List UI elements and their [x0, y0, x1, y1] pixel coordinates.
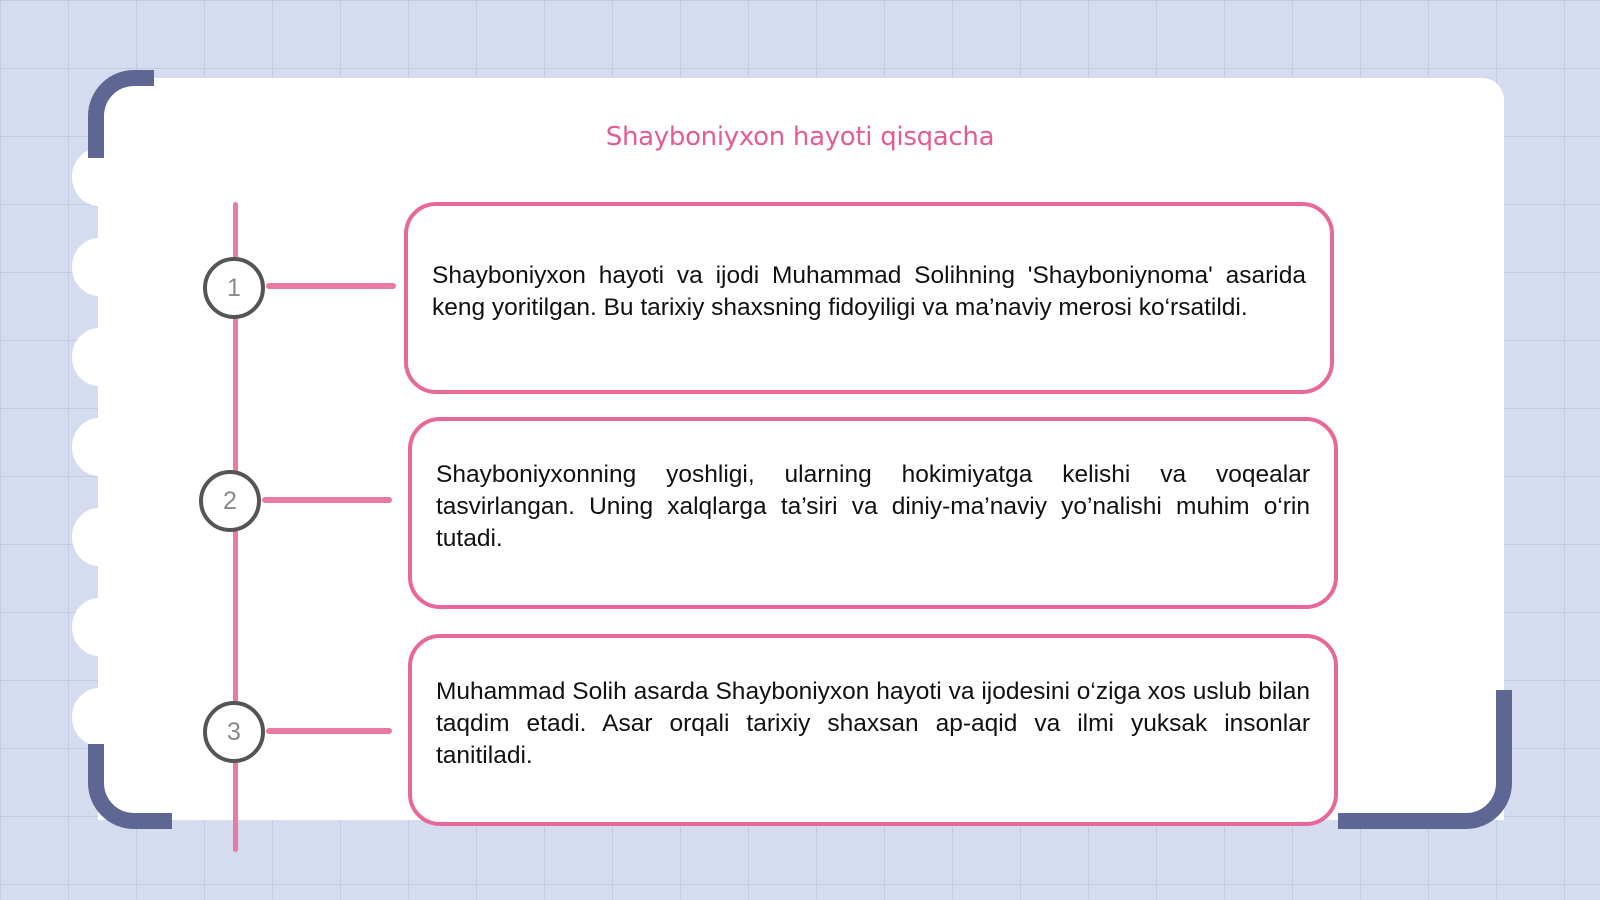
slide-title: Shayboniyxon hayoti qisqacha: [605, 122, 995, 152]
paper-scallop-edge: [72, 508, 126, 566]
paper-scallop-edge: [72, 418, 126, 476]
timeline-card: [408, 417, 1338, 609]
timeline-connector: [262, 497, 392, 503]
timeline-card-text: Shayboniyxon hayoti va ijodi Muhammad Solihning 'Shayboniynoma' asarida keng yoritilgan. Bu tarixiy shaxsning fidoyiligi va ma’naviy merosi ko‘rsatildi.: [432, 262, 1306, 321]
timeline-card-text: Muhammad Solih asarda Shayboniyxon hayoti va ijodesini o‘ziga xos uslub bilan taqdim etadi. Asar orqali tarixiy shaxsan ap-aqid va ilmi yuksak insonlar tanitiladi.: [436, 678, 1310, 769]
paper-scallop-edge: [72, 688, 126, 746]
timeline-connector: [266, 283, 396, 289]
timeline-connector: [266, 728, 392, 734]
paper-scallop-edge: [72, 328, 126, 386]
timeline-node-number: 1: [227, 273, 241, 302]
timeline-node: [203, 257, 265, 319]
timeline-node-number: 3: [227, 717, 241, 746]
timeline-node: [199, 470, 261, 532]
timeline-card: [408, 634, 1338, 826]
corner-bracket-bottom-right: [1338, 690, 1512, 829]
corner-bracket-top-left: [88, 70, 154, 158]
timeline-card-text: Shayboniyxonning yoshligi, ularning hokimiyatga kelishi va voqealar tasvirlangan. Uning xalqlarga ta’siri va diniy-ma’naviy yo’nalishi muhim o‘rin tutadi.: [436, 461, 1310, 552]
paper-scallop-edge: [72, 238, 126, 296]
paper-scallop-edge: [72, 598, 126, 656]
timeline-node: [203, 701, 265, 763]
timeline-card: [404, 202, 1334, 394]
timeline-node-number: 2: [223, 486, 237, 515]
